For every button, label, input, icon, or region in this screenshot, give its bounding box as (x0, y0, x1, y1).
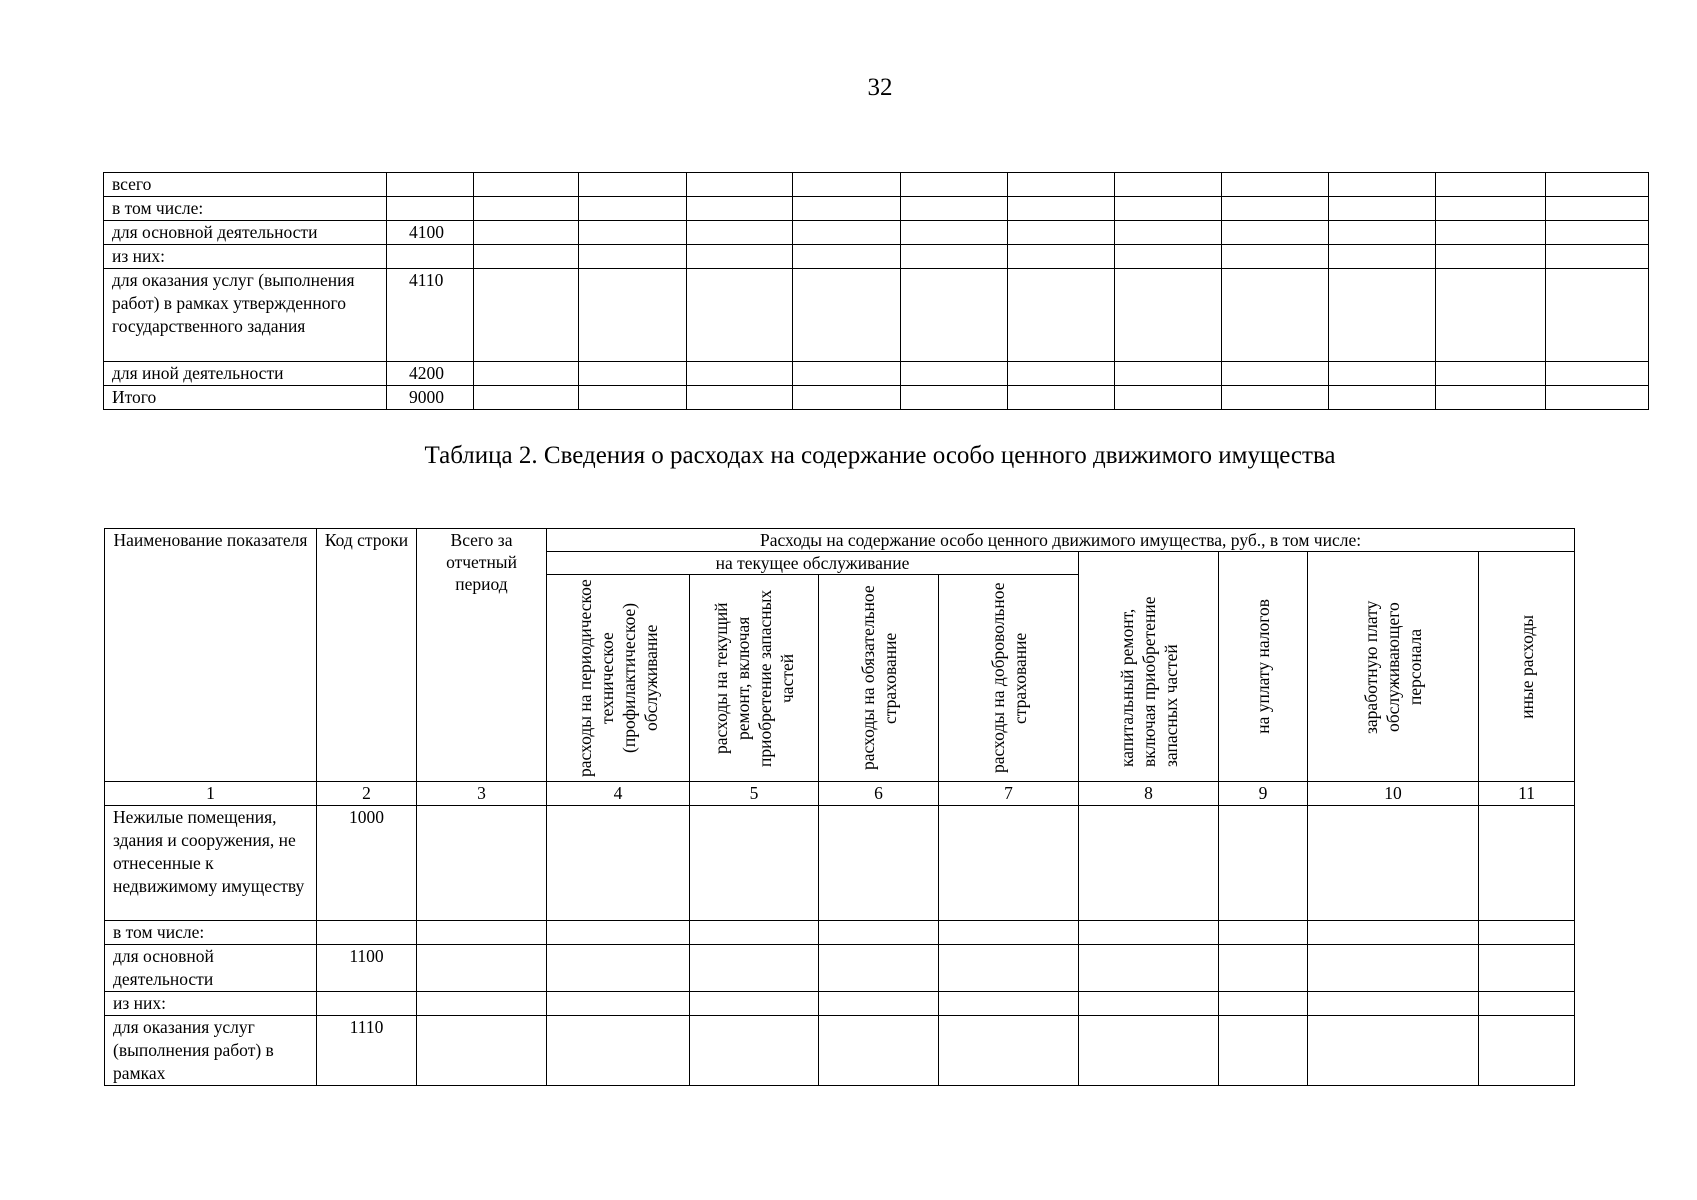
empty-cell (579, 386, 687, 410)
empty-cell (901, 269, 1008, 362)
column-number: 7 (939, 782, 1079, 806)
empty-cell (687, 269, 793, 362)
table-row (104, 197, 1649, 221)
empty-cell (579, 197, 687, 221)
empty-cell (1546, 221, 1649, 245)
row-name: для оказания услуг (выполнения работ) в рамках утвержденного государственного задания (104, 269, 387, 362)
empty-cell (547, 992, 690, 1016)
header-col8 (1079, 552, 1219, 782)
empty-cell (1115, 362, 1222, 386)
empty-cell (939, 992, 1079, 1016)
empty-cell (793, 197, 901, 221)
empty-cell (1329, 245, 1436, 269)
empty-cell (1436, 173, 1546, 197)
column-number: 3 (417, 782, 547, 806)
empty-cell (1308, 921, 1479, 945)
row-name: Нежилые помещения, здания и сооружения, не отнесенные к недвижимому имуществу (105, 806, 317, 921)
empty-cell (417, 806, 547, 921)
empty-cell (1546, 269, 1649, 362)
column-number: 5 (690, 782, 819, 806)
empty-cell (579, 173, 687, 197)
empty-cell (579, 221, 687, 245)
column-number-row (105, 782, 1575, 806)
table2-title: Таблица 2. Сведения о расходах на содержание особо ценного движимого имущества (424, 442, 1336, 469)
row-code (387, 245, 474, 269)
row-code: 4200 (387, 362, 474, 386)
empty-cell (1079, 945, 1219, 992)
row-code: 4110 (387, 269, 474, 362)
empty-cell (1008, 386, 1115, 410)
empty-cell (1329, 362, 1436, 386)
table-row (104, 221, 1649, 245)
table-row (104, 269, 1649, 362)
empty-cell (687, 221, 793, 245)
header-col9 (1219, 552, 1308, 782)
column-number: 11 (1479, 782, 1575, 806)
empty-cell (579, 362, 687, 386)
empty-cell (939, 945, 1079, 992)
empty-cell (1329, 269, 1436, 362)
empty-cell (1546, 386, 1649, 410)
table-row (105, 921, 1575, 945)
empty-cell (579, 269, 687, 362)
column-number: 4 (547, 782, 690, 806)
empty-cell (1329, 197, 1436, 221)
header-name: Наименование показателя (105, 529, 317, 782)
header-expenses-group: Расходы на содержание особо ценного движимого имущества, руб., в том числе: (547, 529, 1575, 552)
row-code: 1110 (317, 1016, 417, 1086)
empty-cell (1222, 221, 1329, 245)
row-code (317, 921, 417, 945)
header-col5 (690, 575, 819, 782)
empty-cell (793, 386, 901, 410)
empty-cell (1222, 197, 1329, 221)
row-name: для основной деятельности (104, 221, 387, 245)
row-code (387, 173, 474, 197)
empty-cell (1546, 173, 1649, 197)
empty-cell (1219, 806, 1308, 921)
empty-cell (1115, 197, 1222, 221)
empty-cell (690, 806, 819, 921)
empty-cell (474, 221, 579, 245)
empty-cell (1219, 992, 1308, 1016)
column-number: 1 (105, 782, 317, 806)
empty-cell (1079, 921, 1219, 945)
empty-cell (1222, 173, 1329, 197)
empty-cell (1436, 386, 1546, 410)
empty-cell (1115, 269, 1222, 362)
row-name: для иной деятельности (104, 362, 387, 386)
empty-cell (1219, 921, 1308, 945)
header-col9-text: на уплату налогов (1253, 599, 1273, 734)
empty-cell (819, 1016, 939, 1086)
empty-cell (474, 269, 579, 362)
header-col11-text: иные расходы (1516, 614, 1537, 719)
empty-cell (547, 806, 690, 921)
table-row (104, 245, 1649, 269)
empty-cell (687, 362, 793, 386)
empty-cell (690, 945, 819, 992)
row-name: для основной деятельности (105, 945, 317, 992)
empty-cell (939, 806, 1079, 921)
table-row (105, 1016, 1575, 1086)
empty-cell (793, 269, 901, 362)
empty-cell (1115, 173, 1222, 197)
row-code (387, 197, 474, 221)
empty-cell (687, 245, 793, 269)
header-col8-text: капитальный ремонт, включая приобретение запасных частей (1116, 596, 1181, 767)
empty-cell (1436, 269, 1546, 362)
header-col4 (547, 575, 690, 782)
empty-cell (417, 992, 547, 1016)
row-name: в том числе: (104, 197, 387, 221)
row-code: 1000 (317, 806, 417, 921)
empty-cell (474, 197, 579, 221)
header-col6-text: расходы на обязательное страхование (857, 585, 900, 771)
empty-cell (901, 362, 1008, 386)
empty-cell (939, 921, 1079, 945)
empty-cell (690, 1016, 819, 1086)
row-code (317, 992, 417, 1016)
empty-cell (793, 362, 901, 386)
empty-cell (1546, 197, 1649, 221)
table-row (104, 386, 1649, 410)
row-name: всего (104, 173, 387, 197)
empty-cell (1436, 245, 1546, 269)
empty-cell (1008, 269, 1115, 362)
row-code: 1100 (317, 945, 417, 992)
header-total: Всего за отчетный период (417, 529, 547, 782)
empty-cell (1479, 806, 1575, 921)
table-row (104, 362, 1649, 386)
row-name: из них: (105, 992, 317, 1016)
empty-cell (1436, 221, 1546, 245)
empty-cell (901, 173, 1008, 197)
empty-cell (474, 362, 579, 386)
empty-cell (819, 945, 939, 992)
empty-cell (687, 173, 793, 197)
empty-cell (1329, 173, 1436, 197)
header-current-group: на текущее обслуживание (547, 552, 1079, 575)
empty-cell (1008, 245, 1115, 269)
empty-cell (1115, 221, 1222, 245)
empty-cell (819, 921, 939, 945)
column-number: 2 (317, 782, 417, 806)
empty-cell (1008, 173, 1115, 197)
empty-cell (690, 992, 819, 1016)
empty-cell (901, 197, 1008, 221)
empty-cell (547, 1016, 690, 1086)
empty-cell (1436, 362, 1546, 386)
empty-cell (1008, 197, 1115, 221)
empty-cell (1079, 1016, 1219, 1086)
empty-cell (819, 806, 939, 921)
empty-cell (1329, 386, 1436, 410)
column-number: 8 (1079, 782, 1219, 806)
header-col10 (1308, 552, 1479, 782)
row-name: Итого (104, 386, 387, 410)
row-code: 4100 (387, 221, 474, 245)
empty-cell (1308, 945, 1479, 992)
page-number: 32 (867, 74, 893, 101)
empty-cell (793, 245, 901, 269)
empty-cell (1079, 806, 1219, 921)
table-row (104, 173, 1649, 197)
header-col10-text: заработную плату обслуживающего персонала (1361, 599, 1425, 734)
table-row (105, 945, 1575, 992)
header-col7 (939, 575, 1079, 782)
empty-cell (793, 173, 901, 197)
empty-cell (1115, 386, 1222, 410)
header-col6 (819, 575, 939, 782)
empty-cell (547, 921, 690, 945)
empty-cell (1222, 386, 1329, 410)
empty-cell (1222, 269, 1329, 362)
header-col5-text: расходы на текущий ремонт, включая приобретение запасных частей (711, 589, 797, 767)
empty-cell (1079, 992, 1219, 1016)
header-col11 (1479, 552, 1575, 782)
empty-cell (1479, 945, 1575, 992)
column-number: 6 (819, 782, 939, 806)
column-number: 10 (1308, 782, 1479, 806)
empty-cell (939, 1016, 1079, 1086)
table-row (105, 806, 1575, 921)
empty-cell (1115, 245, 1222, 269)
row-code: 9000 (387, 386, 474, 410)
empty-cell (1222, 362, 1329, 386)
empty-cell (1219, 945, 1308, 992)
empty-cell (901, 386, 1008, 410)
empty-cell (1546, 245, 1649, 269)
empty-cell (687, 386, 793, 410)
empty-cell (417, 921, 547, 945)
empty-cell (474, 245, 579, 269)
empty-cell (1219, 1016, 1308, 1086)
row-name: для оказания услуг (выполнения работ) в рамках (105, 1016, 317, 1086)
table2 (104, 528, 1575, 1086)
empty-cell (1436, 197, 1546, 221)
table1 (103, 172, 1649, 410)
empty-cell (1479, 1016, 1575, 1086)
empty-cell (819, 992, 939, 1016)
empty-cell (690, 921, 819, 945)
header-col7-text: расходы на добровольное страхование (987, 582, 1030, 774)
empty-cell (579, 245, 687, 269)
empty-cell (474, 386, 579, 410)
table-row (105, 992, 1575, 1016)
row-name: в том числе: (105, 921, 317, 945)
empty-cell (547, 945, 690, 992)
header-col4-text: расходы на периодическое техническое (профилактическое) обслуживание (575, 579, 661, 777)
header-code: Код строки (317, 529, 417, 782)
empty-cell (1008, 362, 1115, 386)
empty-cell (793, 221, 901, 245)
empty-cell (1008, 221, 1115, 245)
empty-cell (1308, 1016, 1479, 1086)
empty-cell (1546, 362, 1649, 386)
empty-cell (1222, 245, 1329, 269)
empty-cell (1479, 921, 1575, 945)
empty-cell (1479, 992, 1575, 1016)
empty-cell (1308, 992, 1479, 1016)
empty-cell (687, 197, 793, 221)
row-name: из них: (104, 245, 387, 269)
empty-cell (901, 245, 1008, 269)
empty-cell (417, 945, 547, 992)
empty-cell (1329, 221, 1436, 245)
empty-cell (417, 1016, 547, 1086)
empty-cell (474, 173, 579, 197)
empty-cell (901, 221, 1008, 245)
column-number: 9 (1219, 782, 1308, 806)
empty-cell (1308, 806, 1479, 921)
